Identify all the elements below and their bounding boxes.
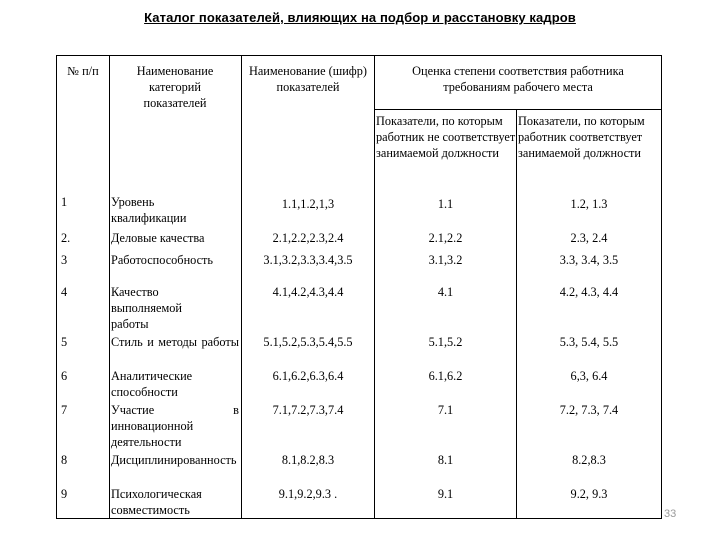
row-num: 6 [61, 369, 68, 383]
row-codes: 5.1,5.2,5.3,5.4,5.5 [263, 335, 353, 349]
table-top-border [56, 55, 662, 56]
table-bottom-border [56, 518, 662, 519]
row-codes: 2.1,2.2,2.3,2.4 [272, 231, 344, 245]
row-codes: 4.1,4.2,4.3,4.4 [272, 285, 344, 299]
row-match: 1.2, 1.3 [570, 197, 608, 211]
row-category: Психологическая совместимость [111, 487, 202, 517]
row-not-match: 4.1 [437, 285, 454, 299]
header-not-match: Показатели, по которым работник не соответствует занимаемой должности [376, 114, 516, 160]
header-code: Наименование (шифр) показателей [248, 64, 368, 94]
row-category: Стиль и методы работы [111, 335, 239, 349]
row-num: 5 [61, 335, 68, 349]
row-category: Аналитические способности [111, 369, 193, 399]
row-not-match: 1.1 [437, 197, 454, 211]
table-right-border [661, 55, 662, 519]
row-match: 9.2, 9.3 [570, 487, 608, 501]
row-codes: 1.1,1.2,1,3 [281, 197, 335, 211]
row-not-match: 9.1 [437, 487, 454, 501]
page-title: Каталог показателей, влияющих на подбор и расстановку кадров [144, 10, 576, 25]
row-category: Деловые качества [111, 231, 205, 245]
slide-number: 33 [664, 508, 677, 520]
row-num: 2. [61, 231, 71, 245]
row-category: Качество выполняемой работы [111, 285, 182, 331]
row-not-match: 3.1,3.2 [428, 253, 463, 267]
row-num: 8 [61, 453, 68, 467]
row-num: 1 [61, 195, 68, 209]
header-match: Показатели, по которым работник соответствует занимаемой должности [518, 114, 645, 160]
row-match: 8.2,8.3 [572, 453, 606, 467]
row-match: 3.3, 3.4, 3.5 [559, 253, 619, 267]
row-match: 7.2, 7.3, 7.4 [559, 403, 619, 417]
row-match: 6,3, 6.4 [570, 369, 608, 383]
row-category: Дисциплинированность [111, 453, 237, 467]
row-num: 9 [61, 487, 68, 501]
row-codes: 7.1,7.2,7.3,7.4 [272, 403, 344, 417]
row-not-match: 2.1,2.2 [428, 231, 463, 245]
col-divider-1 [109, 55, 110, 519]
assessment-header-divider [374, 109, 662, 110]
table-left-border [56, 55, 57, 519]
row-not-match: 7.1 [437, 403, 454, 417]
header-num: № п/п [67, 64, 99, 78]
row-match: 2.3, 2.4 [570, 231, 608, 245]
row-num: 4 [61, 285, 68, 299]
row-not-match: 5.1,5.2 [428, 335, 463, 349]
row-codes: 9.1,9.2,9.3 . [278, 487, 338, 501]
row-category: Участие в инновационной деятельности [111, 403, 239, 449]
header-assessment: Оценка степени соответствия работника требованиям рабочего места [412, 64, 624, 94]
row-num: 7 [61, 403, 68, 417]
row-category: Уровень квалификации [111, 195, 187, 225]
row-codes: 8.1,8.2,8.3 [281, 453, 335, 467]
header-category: Наименование категорий показателей [136, 64, 214, 110]
row-match: 5.3, 5.4, 5.5 [559, 335, 619, 349]
row-not-match: 8.1 [437, 453, 454, 467]
row-codes: 6.1,6.2,6.3,6.4 [272, 369, 344, 383]
row-codes: 3.1,3.2,3.3,3.4,3.5 [263, 253, 353, 267]
row-num: 3 [61, 253, 68, 267]
row-match: 4.2, 4.3, 4.4 [559, 285, 619, 299]
row-not-match: 6.1,6.2 [428, 369, 463, 383]
row-category: Работоспособность [111, 253, 214, 267]
